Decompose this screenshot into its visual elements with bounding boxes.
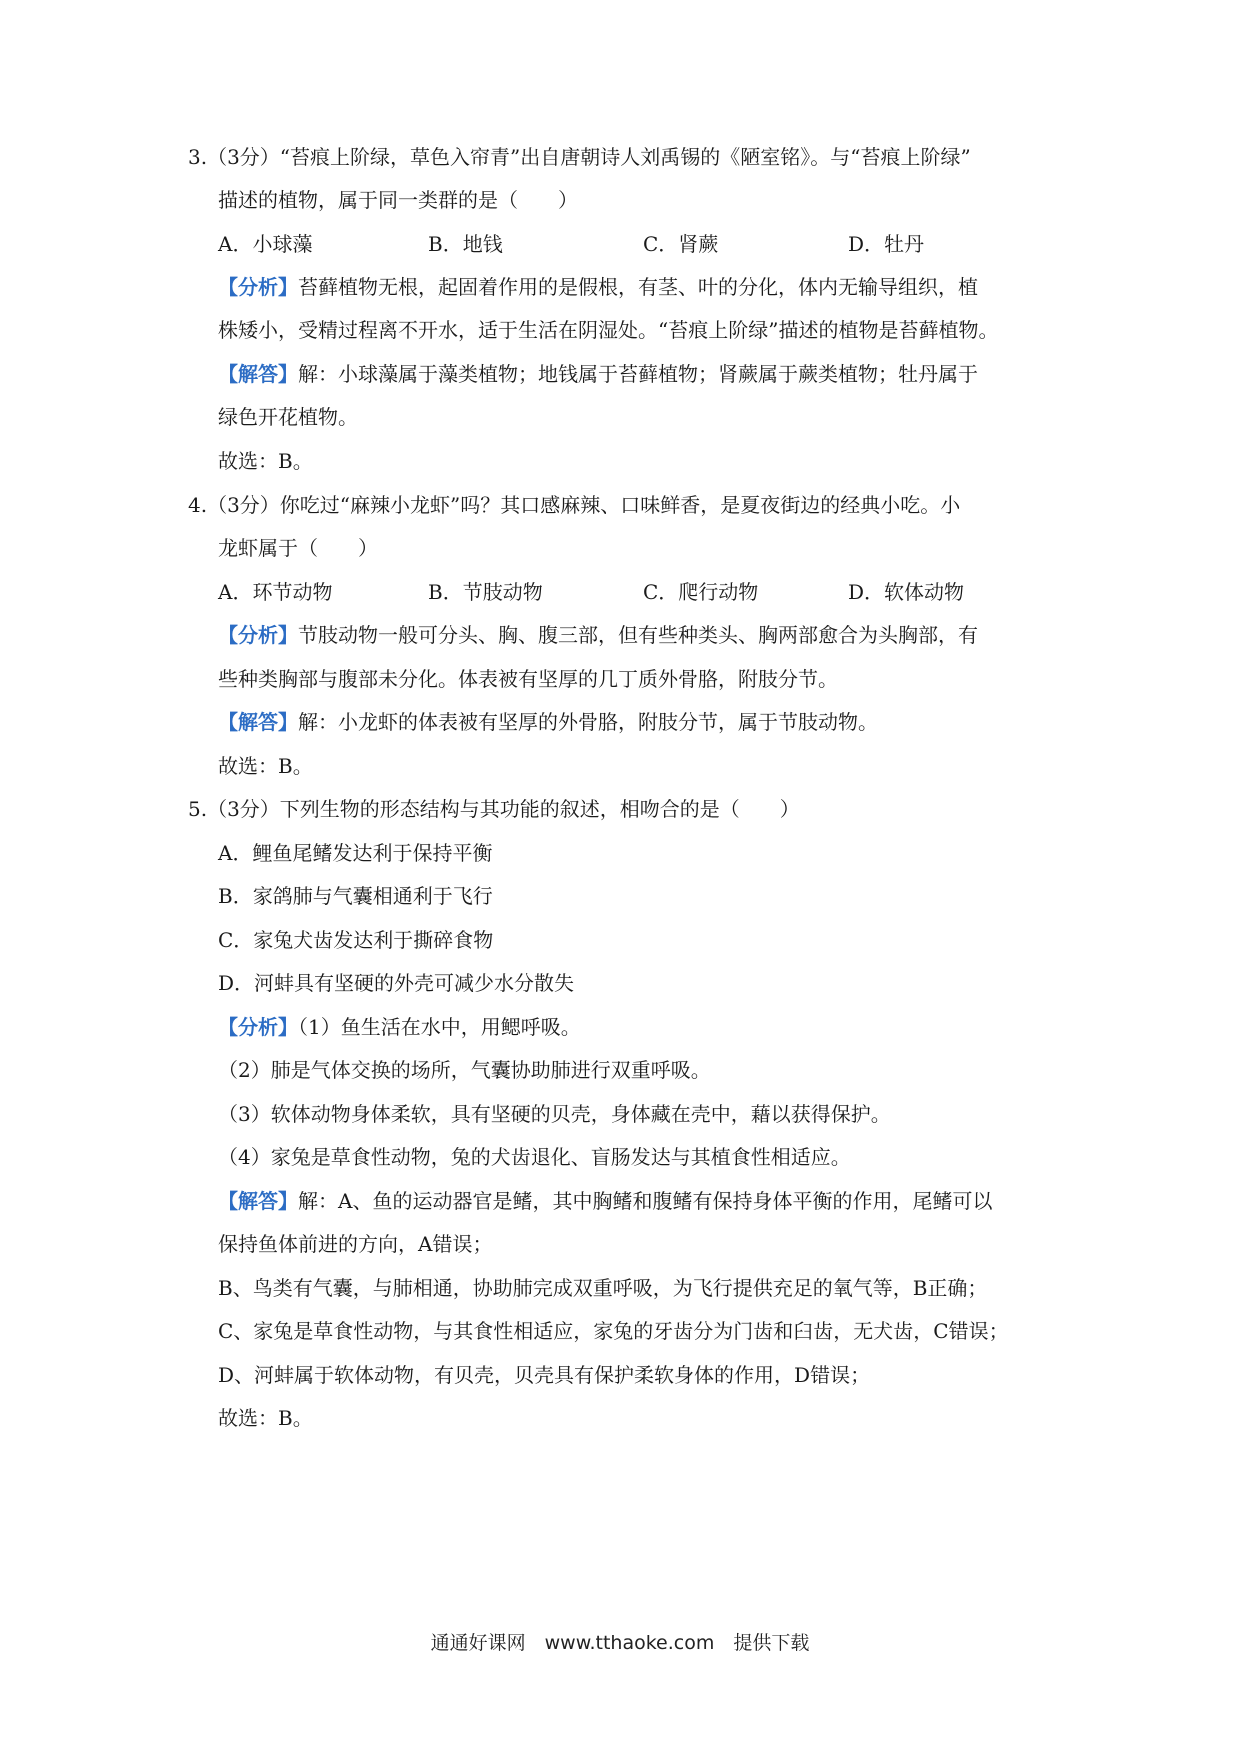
q3-analysis-line2: 株矮小，受精过程离不开水，适于生活在阴湿处。“苔痕上阶绿”描述的植物是苔藓植物。 bbox=[218, 318, 999, 342]
q3-choice: 故选：B。 bbox=[218, 449, 313, 473]
q5-analysis-line1 bbox=[218, 1013, 581, 1041]
q5-option-b: B．家鸽肺与气囊相通利于飞行 bbox=[218, 884, 493, 908]
q3-option-a: A．小球藻 bbox=[218, 232, 313, 256]
page-footer: 通通好课网 www.tthaoke.com 提供下载 bbox=[430, 1632, 810, 1654]
q4-analysis-line1 bbox=[218, 621, 978, 649]
q5-answer-line4: C、家兔是草食性动物，与其食性相适应，家兔的牙齿分为门齿和臼齿，无犬齿，C错误； bbox=[218, 1319, 1009, 1343]
q3-answer-line2: 绿色开花植物。 bbox=[218, 405, 358, 429]
q4-option-d: D．软体动物 bbox=[848, 580, 965, 604]
q3-answer-text: 解：小球藻属于藻类植物；地钱属于苔藓植物；肾蕨属于蕨类植物；牡丹属于 bbox=[298, 362, 978, 386]
q5-analysis-line4: （4）家兔是草食性动物，兔的犬齿退化、盲肠发达与其植食性相适应。 bbox=[218, 1145, 851, 1169]
q3-option-c: C．肾蕨 bbox=[643, 232, 719, 256]
q4-stem-line1: 4.（3分）你吃过“麻辣小龙虾”吗？其口感麻辣、口味鲜香，是夏夜街边的经典小吃。小 bbox=[188, 493, 961, 517]
analysis-tag: 【分析】 bbox=[218, 623, 298, 647]
analysis-tag: 【分析】 bbox=[218, 275, 298, 299]
q4-option-b: B．节肢动物 bbox=[428, 580, 543, 604]
q5-option-d: D．河蚌具有坚硬的外壳可减少水分散失 bbox=[218, 971, 575, 995]
q3-analysis-text: 苔藓植物无根，起固着作用的是假根，有茎、叶的分化，体内无输导组织，植 bbox=[298, 275, 978, 299]
q5-answer-text: 解：A、鱼的运动器官是鳍，其中胸鳍和腹鳍有保持身体平衡的作用，尾鳍可以 bbox=[298, 1189, 993, 1213]
answer-tag: 【解答】 bbox=[218, 362, 298, 386]
q5-stem-line1: 5.（3分）下列生物的形态结构与其功能的叙述，相吻合的是（ ） bbox=[188, 797, 800, 821]
q4-analysis-text: 节肢动物一般可分头、胸、腹三部，但有些种类头、胸两部愈合为头胸部，有 bbox=[298, 623, 978, 647]
q3-analysis-line1 bbox=[218, 273, 978, 301]
q4-stem-line2: 龙虾属于（ ） bbox=[218, 536, 378, 560]
q3-answer-line1 bbox=[218, 360, 978, 388]
q4-choice: 故选：B。 bbox=[218, 754, 313, 778]
q4-answer-line1 bbox=[218, 708, 878, 736]
q4-option-c: C．爬行动物 bbox=[643, 580, 759, 604]
q5-option-c: C．家兔犬齿发达利于撕碎食物 bbox=[218, 928, 494, 952]
q5-answer-line1 bbox=[218, 1187, 992, 1215]
answer-tag: 【解答】 bbox=[218, 1189, 298, 1213]
q4-answer-text: 解：小龙虾的体表被有坚厚的外骨胳，附肢分节，属于节肢动物。 bbox=[298, 710, 878, 734]
q3-stem-line2: 描述的植物，属于同一类群的是（ ） bbox=[218, 188, 578, 212]
q5-answer-line3: B、鸟类有气囊，与肺相通，协助肺完成双重呼吸，为飞行提供充足的氧气等，B正确； bbox=[218, 1276, 988, 1300]
answer-tag: 【解答】 bbox=[218, 710, 298, 734]
q4-option-a: A．环节动物 bbox=[218, 580, 333, 604]
q3-option-b: B．地钱 bbox=[428, 232, 503, 256]
q5-analysis-line3: （3）软体动物身体柔软，具有坚硬的贝壳，身体藏在壳中，藉以获得保护。 bbox=[218, 1102, 891, 1126]
q5-answer-line5: D、河蚌属于软体动物，有贝壳，贝壳具有保护柔软身体的作用，D错误； bbox=[218, 1363, 871, 1387]
q5-answer-line2: 保持鱼体前进的方向，A错误； bbox=[218, 1232, 493, 1256]
q3-stem-line1: 3.（3分）“苔痕上阶绿，草色入帘青”出自唐朝诗人刘禹锡的《陋室铭》。与“苔痕上阶绿” bbox=[188, 145, 971, 169]
q5-option-a: A．鲤鱼尾鳍发达利于保持平衡 bbox=[218, 841, 493, 865]
q5-analysis-text: （1）鱼生活在水中，用鳃呼吸。 bbox=[298, 1015, 581, 1039]
analysis-tag: 【分析】 bbox=[218, 1015, 298, 1039]
q5-choice: 故选：B。 bbox=[218, 1406, 313, 1430]
q4-analysis-line2: 些种类胸部与腹部未分化。体表被有坚厚的几丁质外骨胳，附肢分节。 bbox=[218, 667, 838, 691]
q3-option-d: D．牡丹 bbox=[848, 232, 925, 256]
q5-analysis-line2: （2）肺是气体交换的场所，气囊协助肺进行双重呼吸。 bbox=[218, 1058, 711, 1082]
